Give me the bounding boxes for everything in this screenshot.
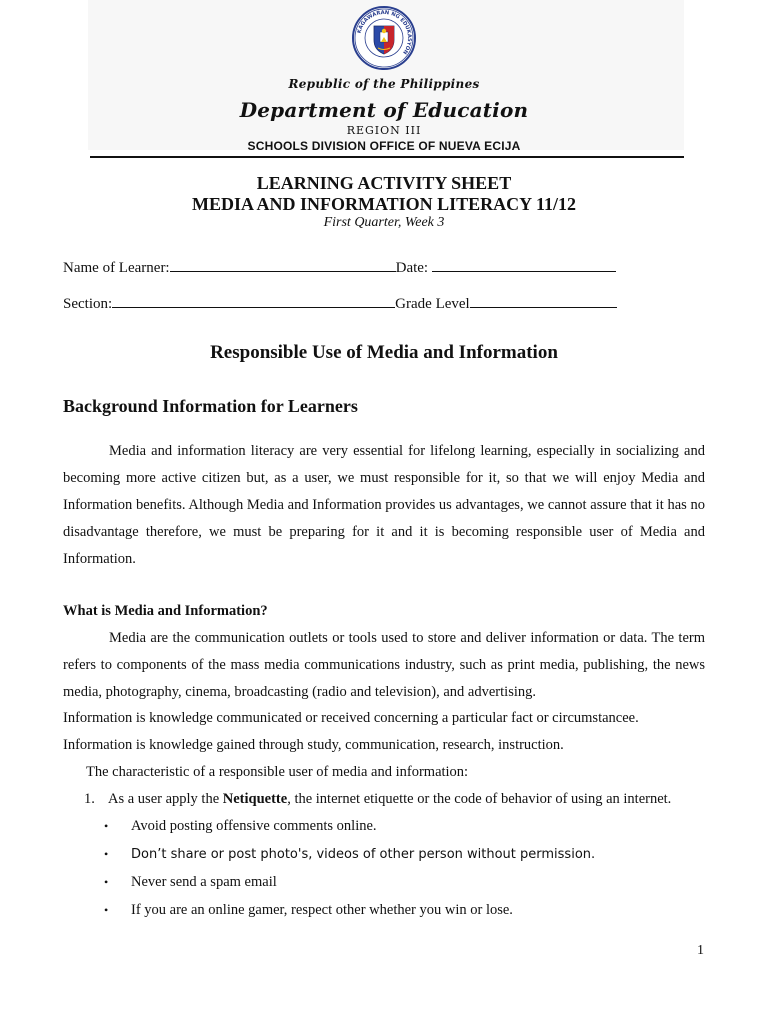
background-heading: Background Information for Learners [63,396,358,416]
list-item [104,818,377,835]
date-label: Date: [395,260,429,276]
list-item-netiquette [84,791,671,808]
region-line: REGION III [346,124,422,137]
bullet-text: Avoid posting offensive comments online. [131,818,377,834]
information-definition-2: Information is knowledge gained through study, communication, research, instruction. [63,737,564,753]
subject-title: MEDIA AND INFORMATION LITERACY 11/12 [191,194,577,214]
section-input-line[interactable] [112,293,395,308]
lesson-heading: Responsible Use of Media and Information [210,342,558,363]
grade-input-line[interactable] [470,293,617,308]
section-grade-row [63,293,617,313]
deped-seal-logo [352,6,416,70]
quarter-week: First Quarter, Week 3 [323,215,445,230]
list-item [104,874,277,891]
bullet-icon: • [104,847,109,861]
bullet-text: Don’t share or post photo's, videos of other person without permission. [131,847,596,862]
bullet-icon: • [104,819,109,833]
bullet-icon: • [104,875,109,889]
grade-label: Grade Level [395,296,470,312]
sheet-title: LEARNING ACTIVITY SHEET [256,173,512,193]
item-prefix: As a user apply the [108,791,223,807]
date-input-line[interactable] [432,257,616,272]
republic-line: Republic of the Philippines [288,77,480,91]
header-divider [90,156,684,158]
information-definition-1: Information is knowledge communicated or received concerning a particular fact or circumstancee. [63,710,639,726]
list-item [104,902,513,919]
name-label: Name of Learner: [63,260,170,276]
media-definition-paragraph: Media are the communication outlets or tools used to store and deliver information or data. The term refers to components of the mass media communications industry, such as print media, publishing, the news media, photography, cinema, broadcasting (radio and television), and advertising. [63,630,705,700]
name-date-row [63,257,616,277]
netiquette-term: Netiquette [222,791,288,807]
what-is-media-heading: What is Media and Information? [63,603,268,619]
name-input-line[interactable] [170,257,396,272]
bullet-icon: • [104,903,109,917]
characteristic-intro: The characteristic of a responsible user of media and information: [86,764,469,780]
page-number: 1 [697,943,704,958]
bullet-text: If you are an online gamer, respect other whether you win or lose. [131,902,513,918]
bullet-text: Never send a spam email [131,874,277,890]
background-paragraph: Media and information literacy are very essential for lifelong learning, especially in socializing and becoming more active citizen but, as a user, we must responsible for it, so that we will enjoy Media and Information benefits. Although Media and Information provides us advantages, we cannot assure that it has no disadvantage therefore, we must be preparing for it and it is becoming responsible user of Media and Information. [63,443,705,567]
department-name: Department of Education [239,98,529,122]
svg-text:KAGAWARAN NG EDUKASYON: KAGAWARAN NG EDUKASYON [356,9,413,56]
division-office: SCHOOLS DIVISION OFFICE OF NUEVA ECIJA [247,139,521,153]
list-item [104,846,595,863]
list-number: 1. [84,791,95,807]
item-suffix: , the internet etiquette or the code of behavior of using an internet. [287,791,672,807]
section-label: Section: [63,296,113,312]
